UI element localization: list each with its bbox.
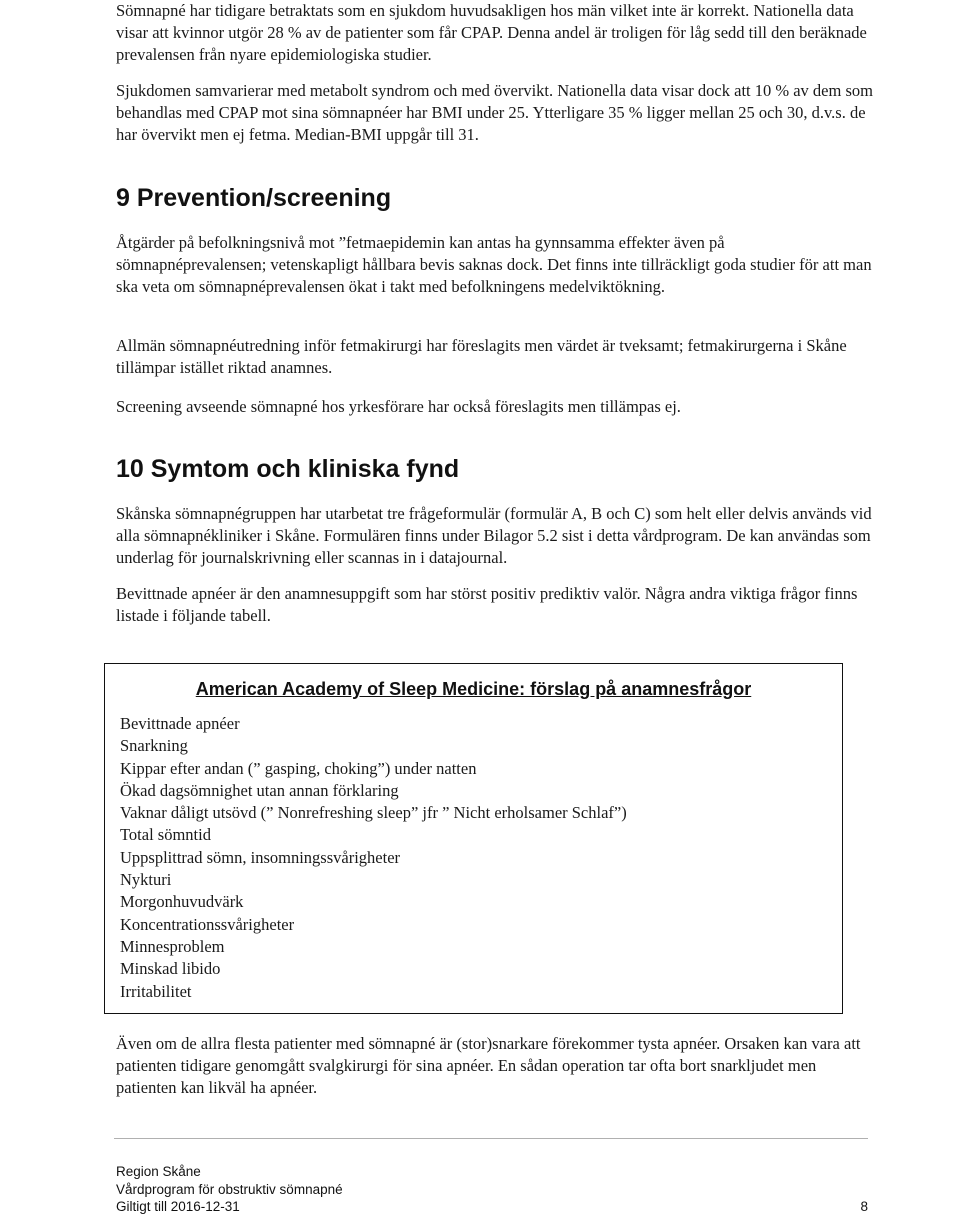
section-10-paragraph-2: Bevittnade apnéer är den anamnesuppgift som har störst positiv prediktiv valör. Några andra viktiga frågor finns listade i följande tabell. — [116, 584, 858, 625]
list-item: Minskad libido — [120, 959, 221, 979]
section-9-paragraph-3: Screening avseende sömnapné hos yrkesförare har också föreslagits men tillämpas ej. — [116, 397, 681, 416]
footer-document-title: Vårdprogram för obstruktiv sömnapné — [116, 1182, 343, 1197]
section-9-paragraph-2: Allmän sömnapnéutredning inför fetmakirurgi har föreslagits men värdet är tveksamt; fetmakirurgerna i Skåne tillämpar istället riktad anamnes. — [116, 336, 847, 377]
list-item: Snarkning — [120, 736, 188, 756]
silent-apnea-paragraph: Även om de allra flesta patienter med sömnapné är (stor)snarkare förekommer tysta apnéer. Orsaken kan vara att patienten tidigare genomgått svalgkirurgi för sina apnéer. En sådan operation tar ofta bort snarkljudet men patienten kan likväl ha apnéer. — [116, 1034, 861, 1097]
section-9-heading: 9 Prevention/screening — [116, 184, 392, 212]
aasm-question-list — [120, 713, 627, 1003]
list-item: Total sömntid — [120, 825, 211, 845]
footer-validity: Giltigt till 2016-12-31 — [116, 1199, 240, 1214]
list-item: Bevittnade apnéer — [120, 714, 240, 733]
aasm-question-box — [104, 663, 843, 1014]
intro-bmi-paragraph: Sjukdomen samvarierar med metabolt syndrom och med övervikt. Nationella data visar dock att 10 % av dem som behandlas med CPAP mot sina sömnapnéer har BMI under 25. Ytterligare 35 % ligger mellan 25 och 30, d.v.s. de har övervikt men ej fetma. Median-BMI uppgår till 31. — [116, 81, 873, 144]
list-item: Vaknar dåligt utsövd (” Nonrefreshing sleep” jfr ” Nicht erholsamer Schlaf”) — [120, 803, 627, 823]
list-item: Minnesproblem — [120, 936, 225, 956]
page-number: 8 — [860, 1199, 868, 1214]
footer-organization: Region Skåne — [116, 1164, 201, 1179]
footer-divider — [114, 1138, 868, 1139]
list-item: Kippar efter andan (” gasping, choking”) under natten — [120, 758, 477, 778]
aasm-box-title: American Academy of Sleep Medicine: förslag på anamnesfrågor — [195, 679, 752, 699]
intro-continued-paragraph: Sömnapné har tidigare betraktats som en sjukdom huvudsakligen hos män vilket inte är korrekt. Nationella data visar att kvinnor utgör 28 % av de patienter som får CPAP. Denna andel är troligen för låg sedd till den beräknade prevalensen från nyare epidemiologiska studier. — [116, 1, 867, 64]
section-10-heading: 10 Symtom och kliniska fynd — [116, 455, 460, 483]
section-10-paragraph-1: Skånska sömnapnégruppen har utarbetat tre frågeformulär (formulär A, B och C) som helt eller delvis används vid alla sömnapnékliniker i Skåne. Formulären finns under Bilagor 5.2 sist i detta vårdprogram. De kan användas som underlag för journalskrivning eller scannas in i datajournal. — [116, 504, 872, 567]
list-item: Irritabilitet — [120, 981, 192, 1001]
list-item: Morgonhuvudvärk — [120, 892, 244, 912]
list-item: Koncentrationssvårigheter — [120, 914, 295, 934]
section-9-paragraph-1: Åtgärder på befolkningsnivå mot ”fetmaepidemin kan antas ha gynnsamma effekter även på sömnapnéprevalensen; vetenskapligt hållbara bevis saknas dock. Det finns inte tillräckligt goda studier för att man ska veta om sömnapnéprevalensen ökat i takt med befolkningens medelviktökning. — [116, 233, 872, 296]
list-item: Uppsplittrad sömn, insomningssvårigheter — [120, 847, 401, 867]
list-item: Ökad dagsömnighet utan annan förklaring — [120, 780, 399, 800]
list-item: Nykturi — [120, 870, 172, 890]
